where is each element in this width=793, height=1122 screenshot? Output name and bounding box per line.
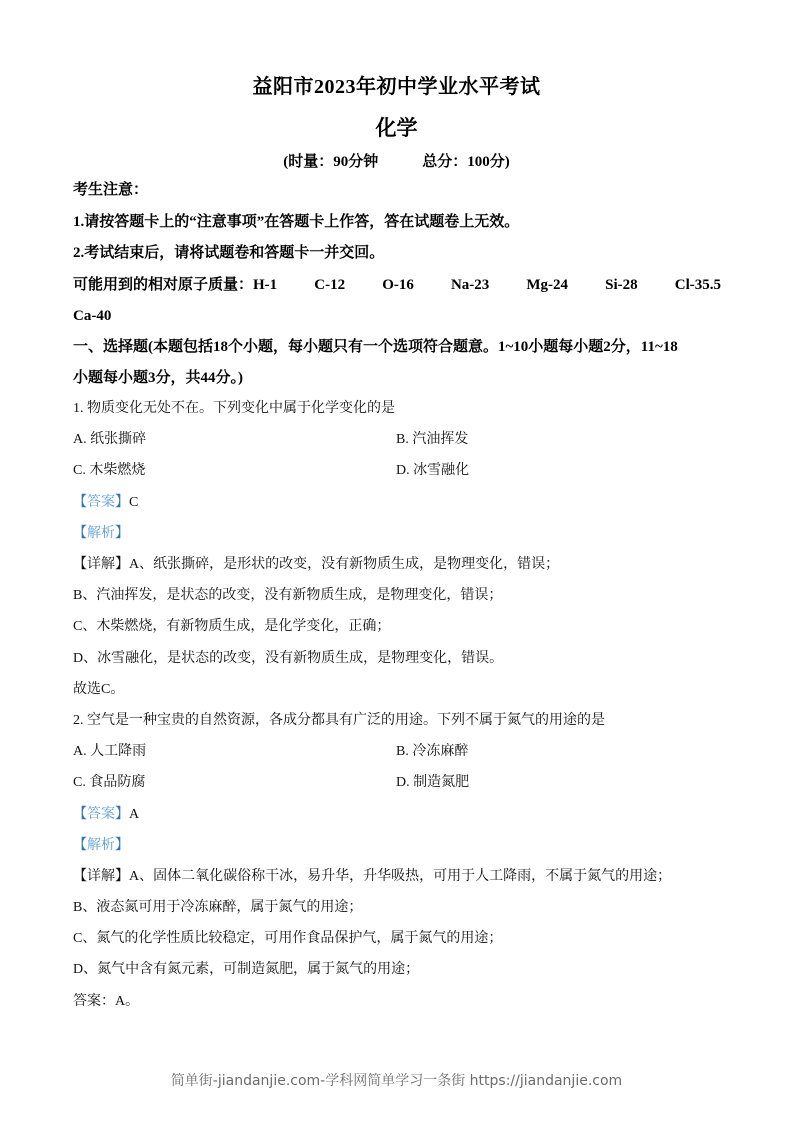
question-2-analysis-tag: 【解析】 [73,838,129,853]
question-1-option-b: B. 汽油挥发 [396,432,469,447]
detail-tag: 【详解】 [73,869,129,884]
atomic-mass-mg: Mg-24 [526,277,569,293]
question-1-answer [73,493,138,513]
question-2-detail-2: B、液态氮可用于冷冻麻醉，属于氮气的用途； [73,900,363,915]
question-1-option-a: A. 纸张撕碎 [73,432,147,447]
question-1-stem: 1. 物质变化无处不在。下列变化中属于化学变化的是 [73,401,395,416]
answer-tag: 【答案】 [73,807,129,822]
question-2-option-c: C. 食品防腐 [73,775,146,790]
time-label: (时量：90分钟 [283,154,379,170]
question-2-conclusion: 答案：A。 [73,994,140,1009]
section-heading-line-2: 小题每小题3分，共44分。) [73,370,243,386]
question-2-detail-4: D、氮气中含有氮元素，可制造氮肥，属于氮气的用途； [73,962,420,977]
question-2-detail-1: 【详解】A、固体二氧化碳俗称干冰，易升华，升华吸热，可用于人工降雨，不属于氮气的用途； [73,869,672,884]
question-2-option-d: D. 制造氮肥 [396,775,470,790]
atomic-mass-cl: Cl-35.5 [674,277,721,293]
footer-watermark: 简单街-jiandanjie.com-学科网简单学习一条街 https://jiandanjie.com [170,1073,623,1089]
exam-meta [0,150,793,171]
question-1-detail-2: B、汽油挥发，是状态的改变，没有新物质生成，是物理变化，错误； [73,588,503,603]
question-1-detail-4: D、冰雪融化，是状态的改变，没有新物质生成，是物理变化，错误。 [73,651,504,666]
question-2-option-b: B. 冷冻麻醉 [396,744,469,759]
notice-item-1: 1.请按答题卡上的“注意事项”在答题卡上作答，答在试题卷上无效。 [73,214,520,230]
question-1-option-d: D. 冰雪融化 [396,463,470,478]
answer-value: A [129,807,140,822]
question-1-conclusion: 故选C。 [73,682,125,697]
question-1-detail-1: 【详解】A、纸张撕碎，是形状的改变，没有新物质生成，是物理变化，错误； [73,557,560,572]
question-2-detail-3: C、氮气的化学性质比较稳定，可用作食品保护气，属于氮气的用途； [73,931,503,946]
exam-title: 益阳市2023年初中学业水平考试 [252,76,541,98]
question-2-answer [73,805,139,825]
answer-tag: 【答案】 [73,495,129,510]
atomic-mass-si: Si-28 [605,277,638,293]
notice-item-2: 2.考试结束后，请将试题卷和答题卡一并交回。 [73,245,385,261]
answer-value: C [129,495,139,510]
atomic-mass-na: Na-23 [450,277,490,293]
atomic-mass-c: C-12 [314,277,346,293]
atomic-mass-row [73,275,721,295]
atomic-mass-o: O-16 [382,277,414,293]
question-1-detail-3: C、木柴燃烧，有新物质生成，是化学变化，正确； [73,619,391,634]
question-1-analysis-tag: 【解析】 [73,526,129,541]
atomic-mass-label: 可能用到的相对原子质量： [73,277,254,293]
section-heading-line-1: 一、选择题(本题包括18个小题，每小题只有一个选项符合题意。1~10小题每小题2分，11~18 [73,339,678,355]
score-label: 总分：100分) [422,154,510,170]
question-1-option-c: C. 木柴燃烧 [73,463,146,478]
atomic-mass-ca: Ca-40 [73,308,112,324]
subject-title: 化学 [375,116,418,140]
notice-heading: 考生注意： [73,182,149,198]
atomic-mass-h: H-1 [253,277,278,293]
detail-tag: 【详解】 [73,557,129,572]
question-2-option-a: A. 人工降雨 [73,744,147,759]
question-2-stem: 2. 空气是一种宝贵的自然资源，各成分都具有广泛的用途。下列不属于氮气的用途的是 [73,713,605,728]
